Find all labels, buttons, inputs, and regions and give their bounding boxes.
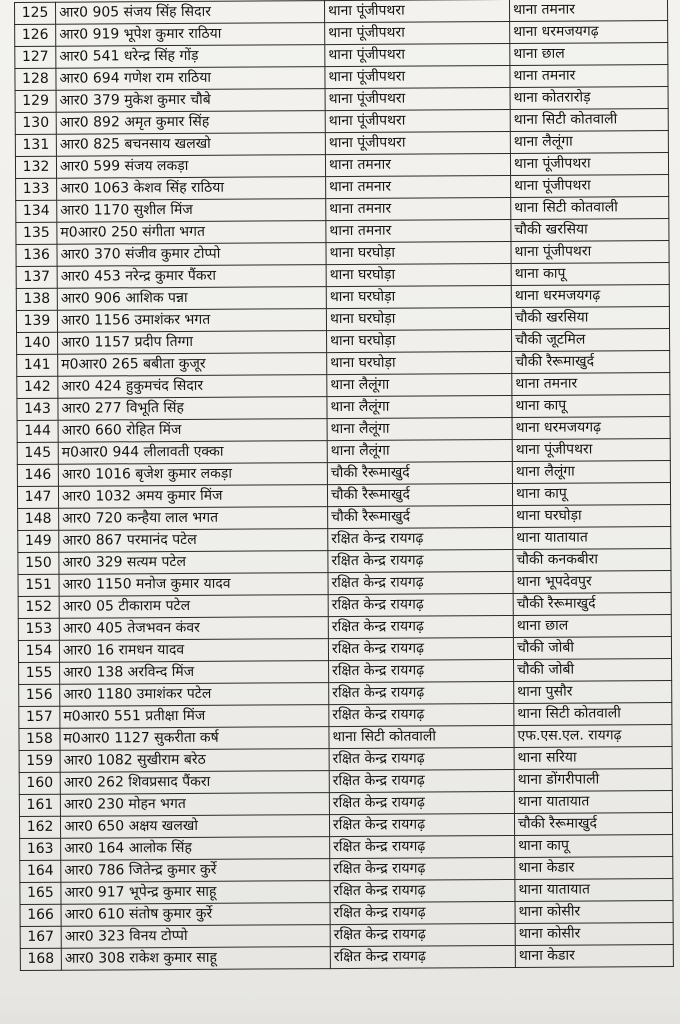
- employee-name-cell: आर0 277 विभूति सिंह: [58, 397, 327, 421]
- new-posting-cell: थाना सिटी कोतवाली: [514, 702, 672, 725]
- employee-name-cell: म0आर0 250 संगीता भगत: [57, 221, 326, 245]
- current-posting-cell: थाना पूंजीपथरा: [325, 109, 510, 132]
- row-number-cell: 160: [19, 772, 60, 794]
- employee-name-cell: आर0 329 सत्यम पटेल: [59, 551, 328, 575]
- row-number-cell: 131: [15, 134, 56, 156]
- current-posting-cell: रक्षित केन्द्र रायगढ़: [328, 637, 513, 660]
- new-posting-cell: थाना सिटी कोतवाली: [510, 109, 668, 132]
- new-posting-cell: चौकी खरसिया: [511, 219, 669, 242]
- table-row: [18, 570, 671, 596]
- employee-name-cell: आर0 379 मुकेश कुमार चौबे: [56, 89, 325, 113]
- current-posting-cell: थाना घरघोड़ा: [326, 285, 511, 308]
- current-posting-cell: रक्षित केन्द्र रायगढ़: [328, 571, 513, 594]
- row-number-cell: 145: [17, 442, 58, 464]
- current-posting-cell: चौकी रैरूमाखुर्द: [327, 483, 512, 506]
- row-number-cell: 157: [19, 706, 60, 728]
- current-posting-cell: रक्षित केन्द्र रायगढ़: [328, 615, 513, 638]
- employee-name-cell: म0आर0 944 लीलावती एक्का: [58, 441, 327, 465]
- new-posting-cell: थाना कोसीर: [515, 900, 673, 923]
- row-number-cell: 130: [15, 112, 56, 134]
- employee-name-cell: आर0 650 अक्षय खलखो: [60, 815, 329, 839]
- employee-name-cell: आर0 262 शिवप्रसाद पैंकरा: [60, 771, 329, 795]
- table-row: [19, 702, 672, 728]
- row-number-cell: 141: [17, 354, 58, 376]
- row-number-cell: 156: [19, 684, 60, 706]
- current-posting-cell: थाना पूंजीपथरा: [325, 43, 510, 66]
- new-posting-cell: थाना कापू: [511, 263, 669, 286]
- current-posting-cell: रक्षित केन्द्र रायगढ़: [329, 791, 514, 814]
- employee-name-cell: आर0 05 टीकाराम पटेल: [59, 595, 328, 619]
- new-posting-cell: थाना तमनार: [509, 0, 667, 21]
- table-row: [17, 329, 670, 355]
- current-posting-cell: रक्षित केन्द्र रायगढ़: [328, 593, 513, 616]
- new-posting-cell: चौकी रैरूमाखुर्द: [513, 592, 671, 615]
- current-posting-cell: रक्षित केन्द्र रायगढ़: [328, 549, 513, 572]
- current-posting-cell: थाना पूंजीपथरा: [325, 131, 510, 154]
- new-posting-cell: थाना लैलूंगा: [510, 131, 668, 154]
- row-number-cell: 163: [20, 838, 61, 860]
- new-posting-cell: थाना तमनार: [510, 65, 668, 88]
- new-posting-cell: थाना पूंजीपथरा: [510, 153, 668, 176]
- table-row: [19, 768, 672, 794]
- table-row: [16, 285, 669, 311]
- row-number-cell: 146: [17, 464, 58, 486]
- new-posting-cell: थाना सिटी कोतवाली: [511, 197, 669, 220]
- transfer-table: [14, 0, 674, 971]
- employee-name-cell: आर0 786 जितेन्द्र कुमार कुर्रे: [61, 859, 330, 883]
- current-posting-cell: रक्षित केन्द्र रायगढ़: [329, 703, 514, 726]
- row-number-cell: 137: [16, 266, 57, 288]
- current-posting-cell: रक्षित केन्द्र रायगढ़: [329, 681, 514, 704]
- current-posting-cell: थाना पूंजीपथरा: [325, 65, 510, 88]
- new-posting-cell: चौकी खरसिया: [511, 307, 669, 330]
- row-number-cell: 135: [16, 222, 57, 244]
- current-posting-cell: थाना घरघोड़ा: [326, 307, 511, 330]
- row-number-cell: 140: [17, 332, 58, 354]
- new-posting-cell: चौकी जूटमिल: [512, 329, 670, 352]
- row-number-cell: 136: [16, 244, 57, 266]
- row-number-cell: 142: [17, 376, 58, 398]
- current-posting-cell: रक्षित केन्द्र रायगढ़: [330, 945, 515, 968]
- table-row: [15, 131, 668, 157]
- employee-name-cell: आर0 16 रामधन यादव: [59, 639, 328, 663]
- current-posting-cell: थाना लैलूंगा: [327, 395, 512, 418]
- row-number-cell: 158: [19, 728, 60, 750]
- table-row: [17, 460, 670, 486]
- table-row: [19, 812, 672, 838]
- new-posting-cell: एफ.एस.एल. रायगढ़: [514, 724, 672, 747]
- employee-name-cell: आर0 230 मोहन भगत: [60, 793, 329, 817]
- employee-name-cell: आर0 694 गणेश राम राठिया: [56, 67, 325, 91]
- current-posting-cell: थाना तमनार: [326, 175, 511, 198]
- employee-name-cell: आर0 323 विनय टोप्पो: [61, 925, 330, 949]
- row-number-cell: 152: [18, 596, 59, 618]
- new-posting-cell: थाना घरघोड़ा: [513, 504, 671, 527]
- employee-name-cell: आर0 867 परमानंद पटेल: [59, 529, 328, 553]
- row-number-cell: 132: [15, 156, 56, 178]
- row-number-cell: 147: [17, 486, 58, 508]
- current-posting-cell: थाना तमनार: [326, 219, 511, 242]
- row-number-cell: 138: [16, 288, 57, 310]
- table-row: [18, 504, 671, 530]
- table-row: [20, 922, 673, 948]
- employee-name-cell: आर0 610 संतोष कुमार कुर्रे: [61, 903, 330, 927]
- employee-name-cell: आर0 1157 प्रदीप तिग्गा: [58, 331, 327, 355]
- current-posting-cell: रक्षित केन्द्र रायगढ़: [329, 769, 514, 792]
- employee-name-cell: आर0 370 संजीव कुमार टोप्पो: [57, 243, 326, 267]
- row-number-cell: 149: [18, 530, 59, 552]
- page-bottom-edge: [0, 996, 680, 1024]
- employee-name-cell: म0आर0 551 प्रतीक्षा मिंज: [60, 705, 329, 729]
- row-number-cell: 162: [19, 816, 60, 838]
- new-posting-cell: थाना यातायात: [514, 790, 672, 813]
- current-posting-cell: रक्षित केन्द्र रायगढ़: [330, 835, 515, 858]
- employee-name-cell: आर0 308 राकेश कुमार साहू: [61, 947, 330, 971]
- new-posting-cell: थाना छाल: [510, 43, 668, 66]
- new-posting-cell: थाना कापू: [512, 395, 670, 418]
- current-posting-cell: थाना पूंजीपथरा: [324, 0, 509, 23]
- new-posting-cell: थाना कापू: [515, 834, 673, 857]
- row-number-cell: 139: [16, 310, 57, 332]
- new-posting-cell: चौकी जोबी: [513, 636, 671, 659]
- row-number-cell: 154: [18, 640, 59, 662]
- employee-name-cell: आर0 1016 बृजेश कुमार लकड़ा: [58, 463, 327, 487]
- row-number-cell: 153: [18, 618, 59, 640]
- table-row: [18, 548, 671, 574]
- table-row: [20, 900, 673, 926]
- table-row: [16, 307, 669, 333]
- table-row: [20, 944, 673, 970]
- employee-name-cell: आर0 138 अरविन्द मिंज: [60, 661, 329, 685]
- row-number-cell: 128: [15, 68, 56, 90]
- table-row: [19, 746, 672, 772]
- table-row: [20, 878, 673, 904]
- table-row: [17, 438, 670, 464]
- new-posting-cell: थाना कोसीर: [515, 922, 673, 945]
- current-posting-cell: थाना घरघोड़ा: [327, 351, 512, 374]
- new-posting-cell: थाना केडार: [515, 856, 673, 879]
- current-posting-cell: थाना घरघोड़ा: [326, 241, 511, 264]
- new-posting-cell: थाना यातायात: [515, 878, 673, 901]
- new-posting-cell: थाना डोंगरीपाली: [514, 768, 672, 791]
- table-row: [18, 636, 671, 662]
- current-posting-cell: रक्षित केन्द्र रायगढ़: [330, 857, 515, 880]
- employee-name-cell: आर0 720 कन्हैया लाल भगत: [59, 507, 328, 531]
- table-row: [16, 241, 669, 267]
- employee-name-cell: आर0 1156 उमाशंकर भगत: [57, 309, 326, 333]
- table-row: [15, 65, 668, 91]
- table-row: [16, 197, 669, 223]
- current-posting-cell: थाना लैलूंगा: [327, 417, 512, 440]
- new-posting-cell: थाना केडार: [515, 944, 673, 967]
- current-posting-cell: थाना लैलूंगा: [327, 373, 512, 396]
- employee-name-cell: आर0 541 धरेन्द्र सिंह गोंड़: [56, 45, 325, 69]
- new-posting-cell: थाना कापू: [512, 482, 670, 505]
- current-posting-cell: थाना तमनार: [325, 153, 510, 176]
- table-row: [19, 658, 672, 684]
- row-number-cell: 133: [16, 178, 57, 200]
- new-posting-cell: थाना पुसौर: [514, 680, 672, 703]
- employee-name-cell: आर0 453 नरेन्द्र कुमार पैंकरा: [57, 265, 326, 289]
- employee-name-cell: आर0 917 भूपेन्द्र कुमार साहू: [61, 881, 330, 905]
- row-number-cell: 127: [15, 46, 56, 68]
- transfer-table-body: [15, 0, 674, 970]
- new-posting-cell: थाना पूंजीपथरा: [512, 438, 670, 461]
- row-number-cell: 134: [16, 200, 57, 222]
- row-number-cell: 161: [19, 794, 60, 816]
- current-posting-cell: रक्षित केन्द्र रायगढ़: [329, 747, 514, 770]
- new-posting-cell: थाना लैलूंगा: [512, 460, 670, 483]
- new-posting-cell: थाना धरमजयगढ़: [512, 417, 670, 440]
- table-row: [17, 373, 670, 399]
- employee-name-cell: आर0 1150 मनोज कुमार यादव: [59, 573, 328, 597]
- table-row: [19, 790, 672, 816]
- current-posting-cell: रक्षित केन्द्र रायगढ़: [329, 659, 514, 682]
- new-posting-cell: थाना पूंजीपथरा: [511, 175, 669, 198]
- employee-name-cell: आर0 1063 केशव सिंह राठिया: [57, 177, 326, 201]
- row-number-cell: 165: [20, 882, 61, 904]
- employee-name-cell: आर0 919 भूपेश कुमार राठिया: [56, 23, 325, 47]
- employee-name-cell: आर0 660 रोहित मिंज: [58, 419, 327, 443]
- table-row: [16, 219, 669, 245]
- current-posting-cell: रक्षित केन्द्र रायगढ़: [330, 901, 515, 924]
- table-row: [17, 351, 670, 377]
- table-row: [19, 724, 672, 750]
- employee-name-cell: आर0 905 संजय सिंह सिदार: [56, 1, 325, 25]
- new-posting-cell: थाना धरमजयगढ़: [510, 21, 668, 44]
- table-row: [18, 526, 671, 552]
- current-posting-cell: थाना घरघोड़ा: [326, 263, 511, 286]
- employee-name-cell: आर0 405 तेजभवन कंवर: [59, 617, 328, 641]
- new-posting-cell: थाना तमनार: [512, 373, 670, 396]
- table-row: [15, 87, 668, 113]
- employee-name-cell: म0आर0 265 बबीता कुजूर: [58, 353, 327, 377]
- table-row: [18, 592, 671, 618]
- current-posting-cell: रक्षित केन्द्र रायगढ़: [329, 813, 514, 836]
- current-posting-cell: थाना लैलूंगा: [327, 439, 512, 462]
- new-posting-cell: थाना धरमजयगढ़: [511, 285, 669, 308]
- table-row: [17, 417, 670, 443]
- employee-name-cell: आर0 1180 उमाशंकर पटेल: [60, 683, 329, 707]
- current-posting-cell: रक्षित केन्द्र रायगढ़: [330, 923, 515, 946]
- employee-name-cell: आर0 825 बचनसाय खलखो: [56, 133, 325, 157]
- table-row: [15, 21, 668, 47]
- new-posting-cell: चौकी रैरूमाखुर्द: [514, 812, 672, 835]
- current-posting-cell: थाना पूंजीपथरा: [325, 87, 510, 110]
- current-posting-cell: थाना पूंजीपथरा: [325, 21, 510, 44]
- new-posting-cell: थाना कोतरारोड़: [510, 87, 668, 110]
- new-posting-cell: थाना यातायात: [513, 526, 671, 549]
- row-number-cell: 126: [15, 24, 56, 46]
- employee-name-cell: आर0 892 अमृत कुमार सिंह: [56, 111, 325, 135]
- row-number-cell: 143: [17, 398, 58, 420]
- employee-name-cell: आर0 1170 सुशील मिंज: [57, 199, 326, 223]
- new-posting-cell: थाना पूंजीपथरा: [511, 241, 669, 264]
- current-posting-cell: रक्षित केन्द्र रायगढ़: [328, 527, 513, 550]
- table-row: [15, 153, 668, 179]
- current-posting-cell: थाना घरघोड़ा: [327, 329, 512, 352]
- new-posting-cell: चौकी रैरूमाखुर्द: [512, 351, 670, 374]
- row-number-cell: 164: [20, 860, 61, 882]
- current-posting-cell: चौकी रैरूमाखुर्द: [328, 505, 513, 528]
- row-number-cell: 129: [15, 90, 56, 112]
- current-posting-cell: थाना सिटी कोतवाली: [329, 725, 514, 748]
- employee-name-cell: आर0 164 आलोक सिंह: [61, 837, 330, 861]
- new-posting-cell: थाना छाल: [513, 614, 671, 637]
- current-posting-cell: चौकी रैरूमाखुर्द: [327, 461, 512, 484]
- table-row: [15, 109, 668, 135]
- row-number-cell: 166: [20, 904, 61, 926]
- new-posting-cell: चौकी जोबी: [514, 658, 672, 681]
- row-number-cell: 144: [17, 420, 58, 442]
- new-posting-cell: चौकी कनकबीरा: [513, 548, 671, 571]
- current-posting-cell: थाना तमनार: [326, 197, 511, 220]
- row-number-cell: 167: [20, 926, 61, 948]
- new-posting-cell: थाना सरिया: [514, 746, 672, 769]
- row-number-cell: 168: [20, 948, 61, 970]
- current-posting-cell: रक्षित केन्द्र रायगढ़: [330, 879, 515, 902]
- employee-name-cell: म0आर0 1127 सुकरीता कर्ष: [60, 727, 329, 751]
- row-number-cell: 155: [19, 662, 60, 684]
- row-number-cell: 151: [18, 574, 59, 596]
- row-number-cell: 148: [18, 508, 59, 530]
- employee-name-cell: आर0 424 हुकुमचंद सिदार: [58, 375, 327, 399]
- employee-name-cell: आर0 1082 सुखीराम बरेठ: [60, 749, 329, 773]
- table-row: [16, 175, 669, 201]
- employee-name-cell: आर0 1032 अमय कुमार मिंज: [58, 485, 327, 509]
- new-posting-cell: थाना भूपदेवपुर: [513, 570, 671, 593]
- employee-name-cell: आर0 906 आशिक पन्ना: [57, 287, 326, 311]
- employee-name-cell: आर0 599 संजय लकड़ा: [56, 155, 325, 179]
- row-number-cell: 125: [15, 2, 56, 24]
- row-number-cell: 159: [19, 750, 60, 772]
- row-number-cell: 150: [18, 552, 59, 574]
